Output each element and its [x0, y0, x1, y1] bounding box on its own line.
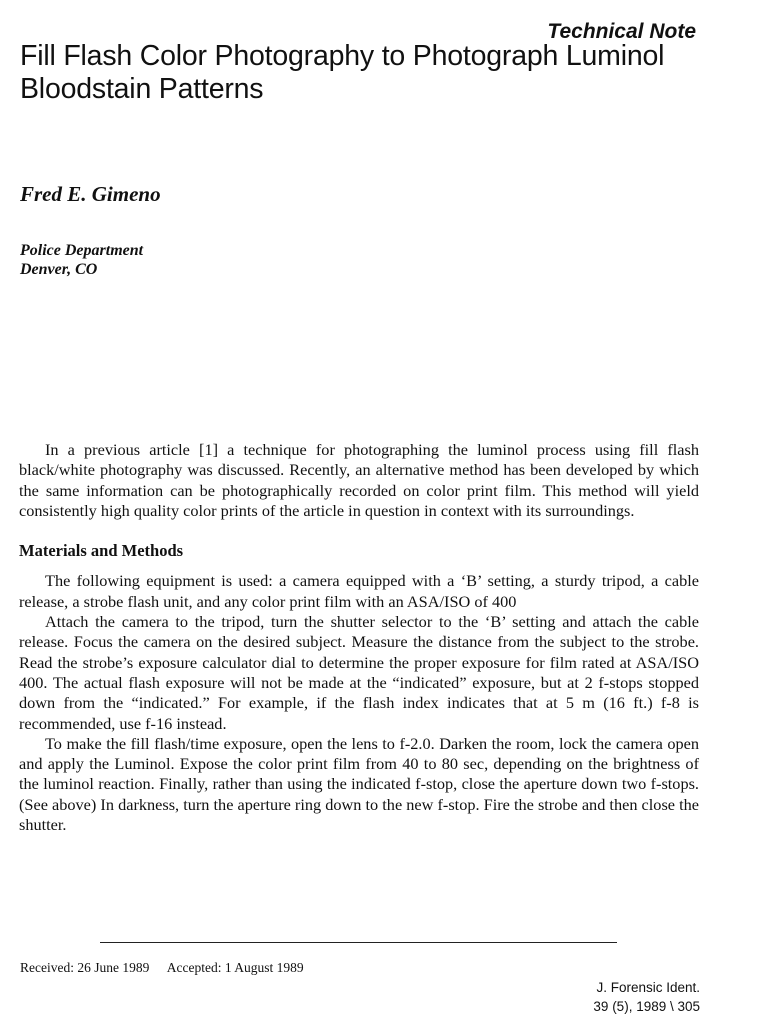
submission-dates — [20, 960, 304, 976]
author-name: Fred E. Gimeno — [20, 182, 161, 206]
article-body — [19, 440, 699, 835]
received-date: Received: 26 June 1989 — [20, 960, 150, 975]
affiliation-department: Police Department — [20, 242, 144, 259]
body-paragraph: The following equipment is used: a camera equipped with a ‘B’ setting, a sturdy tripod, a cable release, a strobe flash unit, and any color print film with an ASA/ISO of 400 — [19, 571, 699, 611]
author-affiliation — [20, 241, 143, 279]
section-heading: Materials and Methods — [19, 541, 184, 561]
journal-citation — [593, 978, 700, 1016]
article-title: Fill Flash Color Photography to Photograph Luminol Bloodstain Patterns — [20, 40, 665, 105]
journal-name: J. Forensic Ident. — [596, 980, 700, 995]
journal-volume-page: 39 (5), 1989 \ 305 — [593, 999, 700, 1014]
affiliation-city: Denver, CO — [20, 261, 98, 278]
body-paragraph: Attach the camera to the tripod, turn the shutter selector to the ‘B’ setting and attach the cable release. Focus the camera on the desired subject. Measure the distance from the subject to the strobe. Read the strobe’s exposure calculator dial to determine the proper exposure for film rated at ASA/ISO 400. The actual flash exposure will not be made at the “indicated” exposure, but at 2 f-stops stopped down from the “indicated.” For example, if the flash index indicates that at 5 m (16 ft.) f-8 is recommended, use f-16 instead. — [19, 612, 699, 733]
intro-paragraph: In a previous article [1] a technique for photographing the luminol process using fill flash black/white photography was discussed. Recently, an alternative method has been developed by which the same information can be photographically recorded on color print film. This method will yield consistently high quality color prints of the article in question in context with its surroundings. — [19, 440, 699, 520]
article-type-label: Technical Note — [547, 20, 696, 43]
body-paragraph: To make the fill flash/time exposure, open the lens to f-2.0. Darken the room, lock the camera open and apply the Luminol. Expose the color print film from 40 to 80 sec, depending on the brightness of the luminol reaction. Finally, rather than using the indicated f-stop, close the aperture down two f-stops. (See above) In darkness, turn the aperture ring down to the new f-stop. Fire the strobe and then close the shutter. — [19, 733, 699, 835]
accepted-date: Accepted: 1 August 1989 — [166, 960, 304, 975]
footnote-divider — [100, 942, 617, 943]
